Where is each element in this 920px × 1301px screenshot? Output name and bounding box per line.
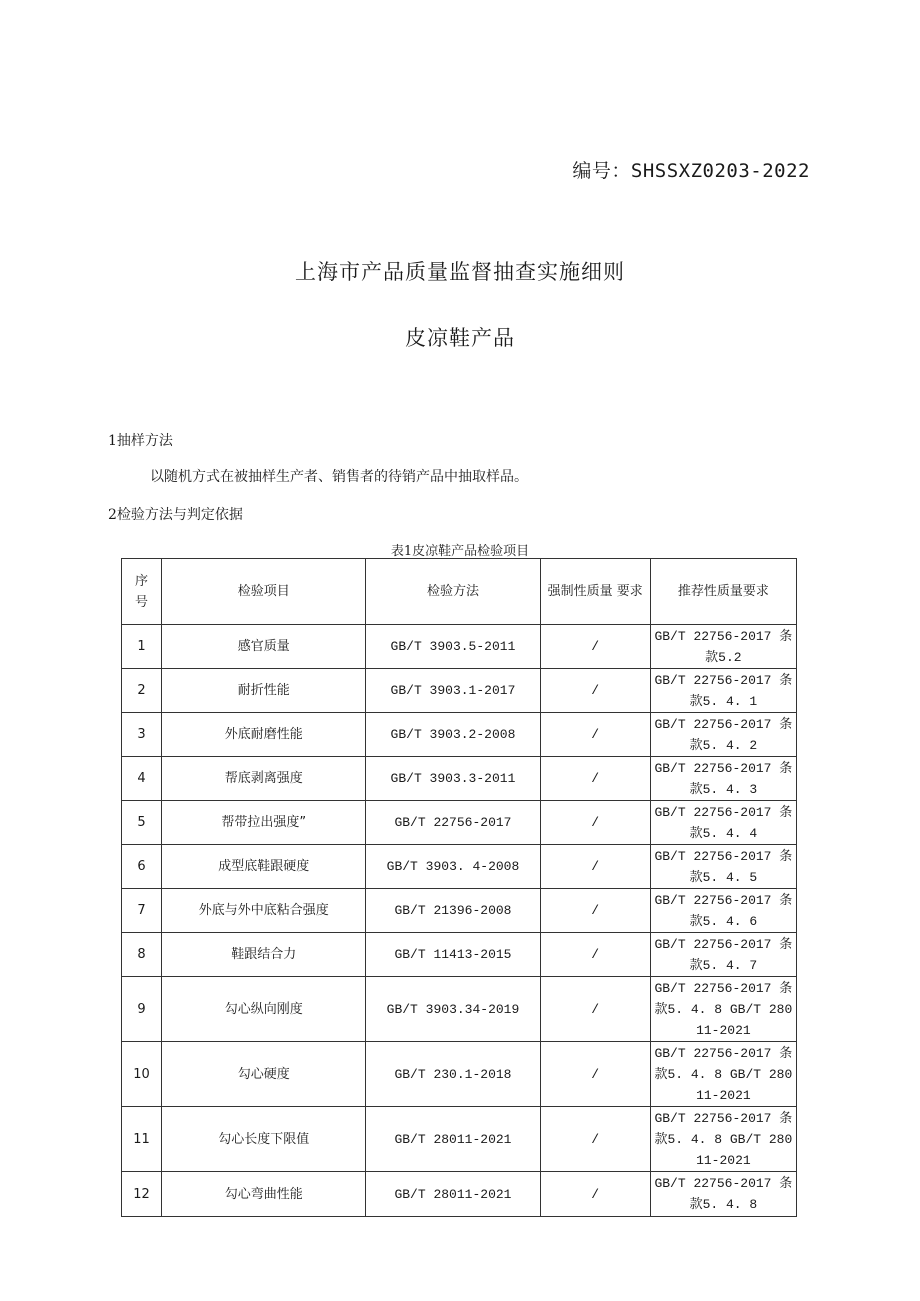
row-number: 10 bbox=[122, 1042, 162, 1107]
row-method: GB/T 3903. 4-2008 bbox=[366, 845, 540, 889]
row-number: 11 bbox=[122, 1107, 162, 1172]
row-number: 2 bbox=[122, 669, 162, 713]
table-row bbox=[122, 625, 797, 669]
row-item: 感官质量 bbox=[162, 625, 366, 669]
row-method: GB/T 3903.5-2011 bbox=[366, 625, 540, 669]
row-item: 勾心弯曲性能 bbox=[162, 1172, 366, 1217]
row-number: 9 bbox=[122, 977, 162, 1042]
table-row bbox=[122, 801, 797, 845]
row-mandatory: / bbox=[540, 933, 650, 977]
row-method: GB/T 28011-2021 bbox=[366, 1107, 540, 1172]
row-recommended: GB/T 22756-2017 条款5. 4. 8 GB/T 28011-2021 bbox=[650, 1042, 796, 1107]
table-row bbox=[122, 845, 797, 889]
row-item: 鞋跟结合力 bbox=[162, 933, 366, 977]
row-mandatory: / bbox=[540, 1172, 650, 1217]
inspection-items-table bbox=[121, 558, 797, 1217]
row-mandatory: / bbox=[540, 669, 650, 713]
row-item: 帮底剥离强度 bbox=[162, 757, 366, 801]
header-no bbox=[122, 559, 162, 625]
row-method: GB/T 11413-2015 bbox=[366, 933, 540, 977]
row-method: GB/T 3903.1-2017 bbox=[366, 669, 540, 713]
row-item: 勾心硬度 bbox=[162, 1042, 366, 1107]
row-item: 外底与外中底粘合强度 bbox=[162, 889, 366, 933]
document-number: 编号：SHSSXZ0203-2022 bbox=[572, 160, 810, 182]
table-row bbox=[122, 933, 797, 977]
section-2-heading: 2检验方法与判定依据 bbox=[108, 507, 243, 523]
header-no-text: 序 号 bbox=[135, 573, 149, 610]
row-item: 勾心长度下限值 bbox=[162, 1107, 366, 1172]
row-item: 成型底鞋跟硬度 bbox=[162, 845, 366, 889]
row-recommended: GB/T 22756-2017 条款5. 4. 8 GB/T 28011-2021 bbox=[650, 1107, 796, 1172]
table-row bbox=[122, 757, 797, 801]
row-recommended: GB/T 22756-2017 条款5.2 bbox=[650, 625, 796, 669]
row-recommended: GB/T 22756-2017 条款5. 4. 5 bbox=[650, 845, 796, 889]
row-number: 7 bbox=[122, 889, 162, 933]
document-title: 上海市产品质量监督抽查实施细则 bbox=[295, 260, 625, 284]
header-mandatory: 强制性质量 要求 bbox=[540, 559, 650, 625]
row-number: 12 bbox=[122, 1172, 162, 1217]
row-number: 1 bbox=[122, 625, 162, 669]
header-item: 检验项目 bbox=[162, 559, 366, 625]
row-number: 6 bbox=[122, 845, 162, 889]
table-row bbox=[122, 977, 797, 1042]
table-row bbox=[122, 1172, 797, 1217]
table-row bbox=[122, 889, 797, 933]
row-mandatory: / bbox=[540, 757, 650, 801]
row-recommended: GB/T 22756-2017 条款5. 4. 4 bbox=[650, 801, 796, 845]
row-recommended: GB/T 22756-2017 条款5. 4. 1 bbox=[650, 669, 796, 713]
row-number: 5 bbox=[122, 801, 162, 845]
row-mandatory: / bbox=[540, 1107, 650, 1172]
table-header-row bbox=[122, 559, 797, 625]
row-mandatory: / bbox=[540, 801, 650, 845]
table-row bbox=[122, 669, 797, 713]
row-recommended: GB/T 22756-2017 条款5. 4. 6 bbox=[650, 889, 796, 933]
row-method: GB/T 3903.34-2019 bbox=[366, 977, 540, 1042]
row-method: GB/T 21396-2008 bbox=[366, 889, 540, 933]
row-method: GB/T 28011-2021 bbox=[366, 1172, 540, 1217]
row-number: 4 bbox=[122, 757, 162, 801]
header-method: 检验方法 bbox=[366, 559, 540, 625]
row-method: GB/T 22756-2017 bbox=[366, 801, 540, 845]
row-mandatory: / bbox=[540, 625, 650, 669]
row-recommended: GB/T 22756-2017 条款5. 4. 2 bbox=[650, 713, 796, 757]
row-recommended: GB/T 22756-2017 条款5. 4. 8 bbox=[650, 1172, 796, 1217]
row-item: 帮带拉出强度” bbox=[162, 801, 366, 845]
row-number: 8 bbox=[122, 933, 162, 977]
row-mandatory: / bbox=[540, 713, 650, 757]
row-recommended: GB/T 22756-2017 条款5. 4. 8 GB/T 28011-2021 bbox=[650, 977, 796, 1042]
table-row bbox=[122, 1107, 797, 1172]
table-body bbox=[122, 625, 797, 1217]
row-recommended: GB/T 22756-2017 条款5. 4. 7 bbox=[650, 933, 796, 977]
row-item: 耐折性能 bbox=[162, 669, 366, 713]
row-method: GB/T 230.1-2018 bbox=[366, 1042, 540, 1107]
header-recommended: 推荐性质量要求 bbox=[650, 559, 796, 625]
table-row bbox=[122, 1042, 797, 1107]
row-item: 勾心纵向刚度 bbox=[162, 977, 366, 1042]
document-subtitle: 皮凉鞋产品 bbox=[405, 326, 515, 350]
row-mandatory: / bbox=[540, 977, 650, 1042]
row-number: 3 bbox=[122, 713, 162, 757]
table-caption: 表1皮凉鞋产品检验项目 bbox=[390, 544, 530, 559]
row-method: GB/T 3903.3-2011 bbox=[366, 757, 540, 801]
row-recommended: GB/T 22756-2017 条款5. 4. 3 bbox=[650, 757, 796, 801]
row-item: 外底耐磨性能 bbox=[162, 713, 366, 757]
section-1-heading: 1抽样方法 bbox=[108, 433, 173, 449]
row-mandatory: / bbox=[540, 845, 650, 889]
row-method: GB/T 3903.2-2008 bbox=[366, 713, 540, 757]
table-row bbox=[122, 713, 797, 757]
row-mandatory: / bbox=[540, 889, 650, 933]
section-1-text: 以随机方式在被抽样生产者、销售者的待销产品中抽取样品。 bbox=[150, 469, 528, 485]
row-mandatory: / bbox=[540, 1042, 650, 1107]
